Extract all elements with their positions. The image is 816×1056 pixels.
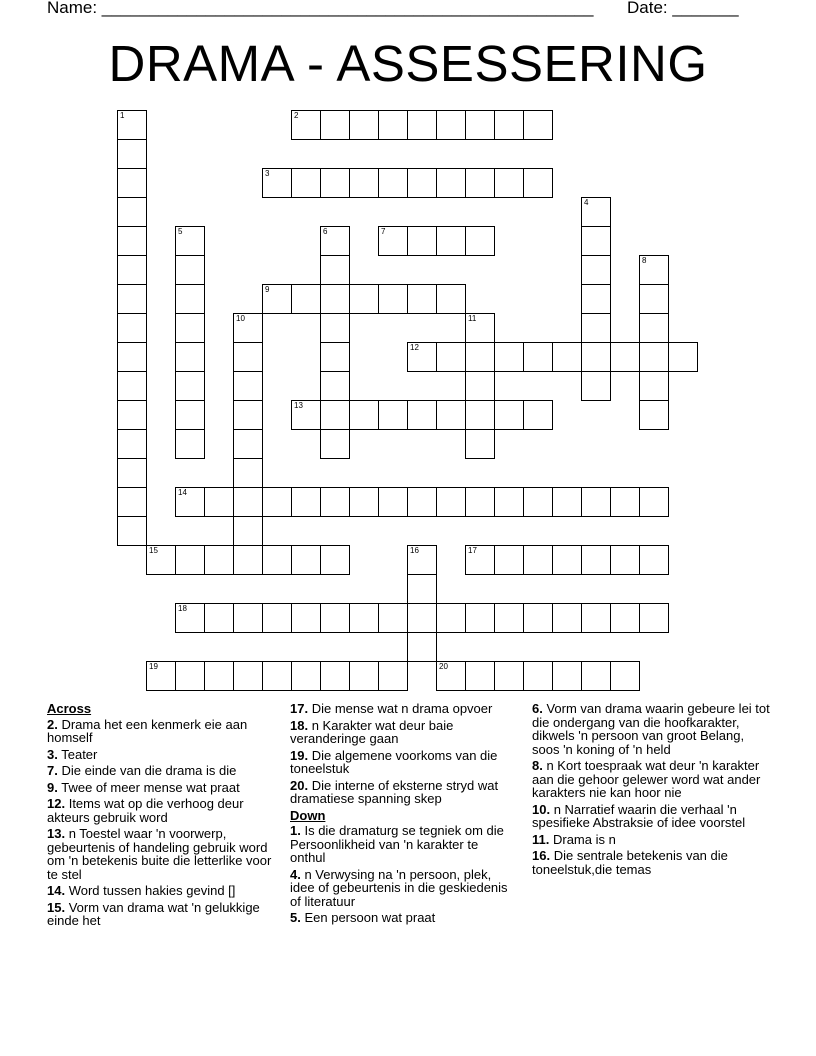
grid-cell[interactable] bbox=[146, 661, 176, 691]
clue-number: 18 bbox=[178, 604, 187, 613]
grid-cell[interactable] bbox=[581, 545, 611, 575]
grid-cell[interactable] bbox=[117, 371, 147, 401]
clue-across-13: 13. n Toestel waar 'n voorwerp, gebeurtenis of handeling gebruik word om 'n betekenis buite die letterlike voor te stel bbox=[47, 826, 272, 882]
grid-cell[interactable] bbox=[407, 226, 437, 256]
grid-cell[interactable] bbox=[465, 342, 495, 372]
clue-number: 8 bbox=[642, 256, 647, 265]
clue-down-10: 10. n Narratief waarin die verhaal 'n spesifieke Abstraksie of idee voorstel bbox=[532, 801, 746, 830]
grid-cell[interactable] bbox=[233, 313, 263, 343]
grid-cell[interactable] bbox=[407, 342, 437, 372]
grid-cell[interactable] bbox=[436, 400, 466, 430]
grid-cell[interactable] bbox=[117, 168, 147, 198]
grid-cell[interactable] bbox=[581, 603, 611, 633]
clues-column-3 bbox=[532, 702, 772, 879]
across-heading: Across bbox=[47, 701, 92, 716]
grid-cell[interactable] bbox=[320, 400, 350, 430]
grid-cell[interactable] bbox=[349, 284, 379, 314]
grid-cell[interactable] bbox=[320, 313, 350, 343]
grid-cell[interactable] bbox=[291, 603, 321, 633]
grid-cell[interactable] bbox=[523, 342, 553, 372]
grid-cell[interactable] bbox=[610, 661, 640, 691]
clue-number: 2 bbox=[294, 111, 299, 120]
grid-cell[interactable] bbox=[523, 400, 553, 430]
clue-down-1: 1. Is die dramaturg se tegniek om die Persoonlikheid van 'n karakter te onthul bbox=[290, 823, 504, 865]
grid-cell[interactable] bbox=[204, 545, 234, 575]
grid-cell[interactable] bbox=[349, 603, 379, 633]
grid-cell[interactable] bbox=[175, 603, 205, 633]
grid-cell[interactable] bbox=[233, 487, 263, 517]
clue-down-8: 8. n Kort toespraak wat deur 'n karakter aan die gehoor gelewer word wat ander karakters nie kan hoor nie bbox=[532, 758, 761, 800]
clue-number: 14 bbox=[178, 488, 187, 497]
grid-cell[interactable] bbox=[320, 255, 350, 285]
grid-cell[interactable] bbox=[523, 487, 553, 517]
grid-cell[interactable] bbox=[581, 371, 611, 401]
grid-cell[interactable] bbox=[436, 661, 466, 691]
grid-cell[interactable] bbox=[175, 429, 205, 459]
grid-cell[interactable] bbox=[581, 487, 611, 517]
clue-number: 12 bbox=[410, 343, 419, 352]
grid-cell[interactable] bbox=[407, 487, 437, 517]
grid-cell[interactable] bbox=[378, 110, 408, 140]
grid-cell[interactable] bbox=[262, 545, 292, 575]
grid-cell[interactable] bbox=[262, 168, 292, 198]
grid-cell[interactable] bbox=[552, 342, 582, 372]
grid-cell[interactable] bbox=[436, 284, 466, 314]
grid-cell[interactable] bbox=[117, 110, 147, 140]
clue-number: 9 bbox=[265, 285, 270, 294]
grid-cell[interactable] bbox=[639, 545, 669, 575]
grid-cell[interactable] bbox=[117, 284, 147, 314]
grid-cell[interactable] bbox=[639, 313, 669, 343]
grid-cell[interactable] bbox=[407, 574, 437, 604]
grid-cell[interactable] bbox=[291, 661, 321, 691]
grid-cell[interactable] bbox=[581, 661, 611, 691]
grid-cell[interactable] bbox=[233, 400, 263, 430]
grid-cell[interactable] bbox=[204, 603, 234, 633]
clue-number: 11 bbox=[468, 314, 477, 323]
grid-cell[interactable] bbox=[233, 371, 263, 401]
clue-number: 19 bbox=[149, 662, 158, 671]
grid-cell[interactable] bbox=[465, 168, 495, 198]
grid-cell[interactable] bbox=[233, 342, 263, 372]
grid-cell[interactable] bbox=[465, 429, 495, 459]
grid-cell[interactable] bbox=[233, 661, 263, 691]
grid-cell[interactable] bbox=[465, 371, 495, 401]
clue-across-19: 19. Die algemene voorkoms van die toneelstuk bbox=[290, 747, 498, 776]
grid-cell[interactable] bbox=[378, 487, 408, 517]
grid-cell[interactable] bbox=[523, 110, 553, 140]
grid-cell[interactable] bbox=[581, 255, 611, 285]
clue-across-9: 9. Twee of meer mense wat praat bbox=[47, 779, 240, 795]
grid-cell[interactable] bbox=[175, 400, 205, 430]
grid-cell[interactable] bbox=[465, 400, 495, 430]
grid-cell[interactable] bbox=[523, 168, 553, 198]
grid-cell[interactable] bbox=[320, 110, 350, 140]
grid-cell[interactable] bbox=[204, 661, 234, 691]
clue-across-15: 15. Vorm van drama wat 'n gelukkige einde het bbox=[47, 899, 260, 928]
grid-cell[interactable] bbox=[233, 603, 263, 633]
clue-across-12: 12. Items wat op die verhoog deur akteurs gebruik word bbox=[47, 796, 244, 825]
grid-cell[interactable] bbox=[436, 226, 466, 256]
clue-number: 13 bbox=[294, 401, 303, 410]
name-field[interactable]: Name: ____________________________________________________ bbox=[47, 0, 594, 17]
grid-cell[interactable] bbox=[204, 487, 234, 517]
grid-cell[interactable] bbox=[117, 458, 147, 488]
clue-down-16: 16. Die sentrale betekenis van die toneelstuk,die temas bbox=[532, 848, 728, 877]
grid-cell[interactable] bbox=[639, 487, 669, 517]
clue-number: 17 bbox=[468, 546, 477, 555]
grid-cell[interactable] bbox=[610, 603, 640, 633]
grid-cell[interactable] bbox=[436, 168, 466, 198]
grid-cell[interactable] bbox=[117, 226, 147, 256]
clue-across-2: 2. Drama het een kenmerk eie aan homself bbox=[47, 716, 248, 745]
grid-cell[interactable] bbox=[291, 284, 321, 314]
grid-cell[interactable] bbox=[465, 226, 495, 256]
grid-cell[interactable] bbox=[320, 342, 350, 372]
grid-cell[interactable] bbox=[494, 661, 524, 691]
grid-cell[interactable] bbox=[349, 110, 379, 140]
grid-cell[interactable] bbox=[581, 226, 611, 256]
grid-cell[interactable] bbox=[378, 603, 408, 633]
grid-cell[interactable] bbox=[494, 400, 524, 430]
grid-cell[interactable] bbox=[378, 400, 408, 430]
grid-cell[interactable] bbox=[639, 400, 669, 430]
grid-cell[interactable] bbox=[610, 487, 640, 517]
grid-cell[interactable] bbox=[436, 110, 466, 140]
grid-cell[interactable] bbox=[494, 110, 524, 140]
grid-cell[interactable] bbox=[407, 284, 437, 314]
grid-cell[interactable] bbox=[581, 313, 611, 343]
grid-cell[interactable] bbox=[175, 342, 205, 372]
grid-cell[interactable] bbox=[320, 168, 350, 198]
clue-number: 7 bbox=[381, 227, 386, 236]
grid-cell[interactable] bbox=[117, 313, 147, 343]
grid-cell[interactable] bbox=[610, 545, 640, 575]
grid-cell[interactable] bbox=[320, 226, 350, 256]
clue-across-18: 18. n Karakter wat deur baie veranderinge gaan bbox=[290, 717, 454, 746]
clue-number: 10 bbox=[236, 314, 245, 323]
grid-cell[interactable] bbox=[465, 603, 495, 633]
clue-down-4: 4. n Verwysing na 'n persoon, plek, idee of gebeurtenis in die geskiedenis of literatuur bbox=[290, 866, 508, 909]
clue-down-6: 6. Vorm van drama waarin gebeure lei tot die ondergang van die hoofkarakter, dikwels 'n persoon van groot Belang, soos 'n koning of 'n held bbox=[532, 701, 770, 757]
grid-cell[interactable] bbox=[262, 661, 292, 691]
grid-cell[interactable] bbox=[639, 284, 669, 314]
grid-cell[interactable] bbox=[552, 661, 582, 691]
clue-number: 3 bbox=[265, 169, 270, 178]
grid-cell[interactable] bbox=[291, 110, 321, 140]
grid-cell[interactable] bbox=[291, 487, 321, 517]
grid-cell[interactable] bbox=[639, 371, 669, 401]
grid-cell[interactable] bbox=[465, 313, 495, 343]
grid-cell[interactable] bbox=[523, 661, 553, 691]
page-title: DRAMA - ASSESSERING bbox=[108, 35, 708, 92]
grid-cell[interactable] bbox=[117, 516, 147, 546]
clue-across-17: 17. Die mense wat n drama opvoer bbox=[290, 701, 493, 716]
grid-cell[interactable] bbox=[117, 342, 147, 372]
date-field[interactable]: Date: _______ bbox=[627, 0, 739, 17]
clue-number: 4 bbox=[584, 198, 589, 207]
grid-cell[interactable] bbox=[349, 400, 379, 430]
clue-number: 16 bbox=[410, 546, 419, 555]
grid-cell[interactable] bbox=[581, 342, 611, 372]
grid-cell[interactable] bbox=[320, 487, 350, 517]
grid-cell[interactable] bbox=[639, 255, 669, 285]
grid-cell[interactable] bbox=[407, 110, 437, 140]
grid-cell[interactable] bbox=[175, 487, 205, 517]
clues-column-1 bbox=[47, 702, 277, 931]
clue-across-20: 20. Die interne of eksterne stryd wat dramatiese spanning skep bbox=[290, 777, 499, 806]
clue-across-3: 3. Teater bbox=[47, 746, 98, 762]
grid-cell[interactable] bbox=[291, 400, 321, 430]
grid-cell[interactable] bbox=[320, 284, 350, 314]
grid-cell[interactable] bbox=[494, 603, 524, 633]
grid-cell[interactable] bbox=[465, 661, 495, 691]
grid-cell[interactable] bbox=[117, 400, 147, 430]
clue-down-11: 11. Drama is n bbox=[532, 831, 616, 847]
grid-cell[interactable] bbox=[552, 487, 582, 517]
grid-cell[interactable] bbox=[378, 661, 408, 691]
grid-cell[interactable] bbox=[175, 371, 205, 401]
grid-cell[interactable] bbox=[436, 487, 466, 517]
clue-number: 1 bbox=[120, 111, 125, 120]
grid-cell[interactable] bbox=[494, 545, 524, 575]
grid-cell[interactable] bbox=[117, 429, 147, 459]
grid-cell[interactable] bbox=[465, 545, 495, 575]
grid-cell[interactable] bbox=[465, 487, 495, 517]
grid-cell[interactable] bbox=[378, 284, 408, 314]
grid-cell[interactable] bbox=[436, 603, 466, 633]
grid-cell[interactable] bbox=[320, 661, 350, 691]
clue-number: 6 bbox=[323, 227, 328, 236]
grid-cell[interactable] bbox=[552, 603, 582, 633]
grid-cell[interactable] bbox=[494, 168, 524, 198]
clue-across-14: 14. Word tussen hakies gevind [] bbox=[47, 883, 236, 898]
clue-number: 20 bbox=[439, 662, 448, 671]
grid-cell[interactable] bbox=[639, 342, 669, 372]
grid-cell[interactable] bbox=[378, 168, 408, 198]
grid-cell[interactable] bbox=[175, 284, 205, 314]
grid-cell[interactable] bbox=[378, 226, 408, 256]
grid-cell[interactable] bbox=[175, 661, 205, 691]
grid-cell[interactable] bbox=[639, 603, 669, 633]
grid-cell[interactable] bbox=[349, 168, 379, 198]
grid-cell[interactable] bbox=[146, 545, 176, 575]
grid-cell[interactable] bbox=[117, 197, 147, 227]
grid-cell[interactable] bbox=[523, 545, 553, 575]
grid-cell[interactable] bbox=[320, 545, 350, 575]
grid-cell[interactable] bbox=[552, 545, 582, 575]
grid-cell[interactable] bbox=[407, 603, 437, 633]
grid-cell[interactable] bbox=[233, 429, 263, 459]
grid-cell[interactable] bbox=[175, 255, 205, 285]
grid-cell[interactable] bbox=[407, 168, 437, 198]
grid-cell[interactable] bbox=[407, 400, 437, 430]
grid-cell[interactable] bbox=[233, 545, 263, 575]
grid-cell[interactable] bbox=[407, 632, 437, 662]
grid-cell[interactable] bbox=[523, 603, 553, 633]
grid-cell[interactable] bbox=[291, 545, 321, 575]
grid-cell[interactable] bbox=[349, 661, 379, 691]
clue-across-7: 7. Die einde van die drama is die bbox=[47, 763, 237, 778]
grid-cell[interactable] bbox=[175, 313, 205, 343]
grid-cell[interactable] bbox=[175, 226, 205, 256]
grid-cell[interactable] bbox=[610, 342, 640, 372]
clue-down-5: 5. Een persoon wat praat bbox=[290, 910, 436, 925]
clue-number: 15 bbox=[149, 546, 158, 555]
down-heading: Down bbox=[290, 807, 326, 823]
grid-cell[interactable] bbox=[494, 342, 524, 372]
grid-cell[interactable] bbox=[581, 284, 611, 314]
grid-cell[interactable] bbox=[320, 371, 350, 401]
grid-cell[interactable] bbox=[320, 429, 350, 459]
grid-cell[interactable] bbox=[233, 516, 263, 546]
grid-cell[interactable] bbox=[407, 545, 437, 575]
grid-cell[interactable] bbox=[320, 603, 350, 633]
grid-cell[interactable] bbox=[291, 168, 321, 198]
grid-cell[interactable] bbox=[117, 487, 147, 517]
grid-cell[interactable] bbox=[233, 458, 263, 488]
grid-cell[interactable] bbox=[668, 342, 698, 372]
grid-cell[interactable] bbox=[262, 487, 292, 517]
grid-cell[interactable] bbox=[465, 110, 495, 140]
grid-cell[interactable] bbox=[436, 342, 466, 372]
grid-cell[interactable] bbox=[117, 139, 147, 169]
clues-column-2 bbox=[290, 702, 512, 928]
clue-number: 5 bbox=[178, 227, 183, 236]
grid-cell[interactable] bbox=[494, 487, 524, 517]
grid-cell[interactable] bbox=[349, 487, 379, 517]
grid-cell[interactable] bbox=[117, 255, 147, 285]
grid-cell[interactable] bbox=[262, 284, 292, 314]
grid-cell[interactable] bbox=[262, 603, 292, 633]
grid-cell[interactable] bbox=[581, 197, 611, 227]
grid-cell[interactable] bbox=[175, 545, 205, 575]
